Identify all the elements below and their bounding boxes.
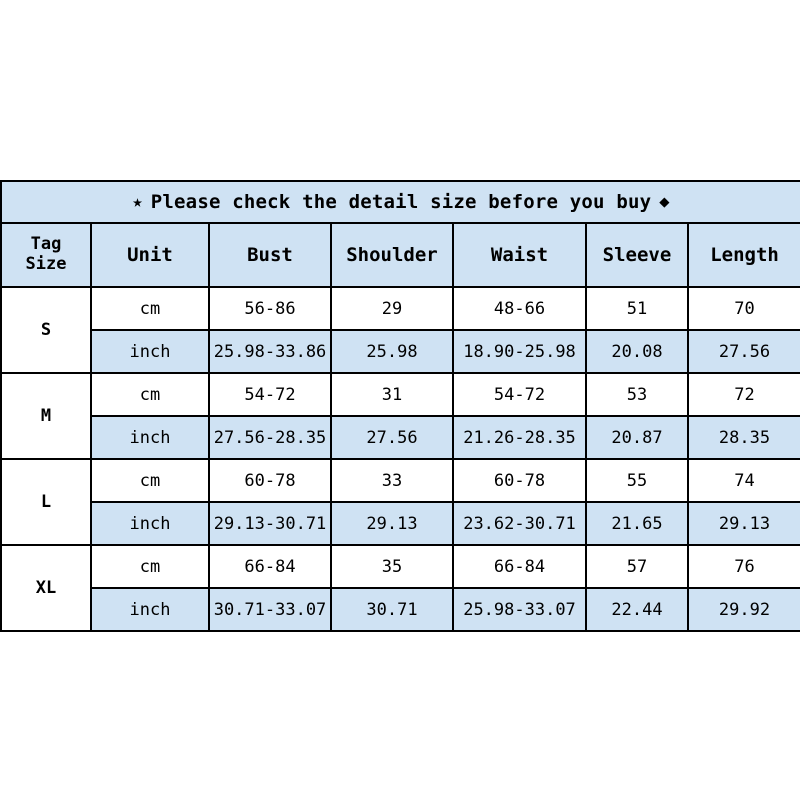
unit-inch: inch: [91, 502, 209, 545]
cell-waist-inch-m: 21.26-28.35: [453, 416, 586, 459]
cell-waist-cm-m: 54-72: [453, 373, 586, 416]
size-label-m: M: [1, 373, 91, 459]
table-row: [1, 416, 800, 459]
cell-length-inch-l: 29.13: [688, 502, 800, 545]
table-header-row: [1, 223, 800, 287]
cell-bust-cm-s: 56-86: [209, 287, 331, 330]
table-row: [1, 502, 800, 545]
cell-length-cm-l: 74: [688, 459, 800, 502]
unit-cm: cm: [91, 373, 209, 416]
header-waist: Waist: [453, 223, 586, 287]
cell-shoulder-inch-xl: 30.71: [331, 588, 453, 631]
banner-text: Please check the detail size before you buy: [150, 191, 652, 213]
unit-cm: cm: [91, 459, 209, 502]
cell-sleeve-inch-m: 20.87: [586, 416, 688, 459]
header-unit: Unit: [91, 223, 209, 287]
cell-length-cm-xl: 76: [688, 545, 800, 588]
cell-sleeve-inch-xl: 22.44: [586, 588, 688, 631]
size-label-s: S: [1, 287, 91, 373]
header-tag-size-line1: Tag: [30, 234, 62, 255]
cell-length-cm-m: 72: [688, 373, 800, 416]
header-tag-size: [1, 223, 91, 287]
cell-waist-cm-l: 60-78: [453, 459, 586, 502]
star-icon: ★: [132, 191, 143, 212]
size-chart-table: [0, 180, 800, 632]
table-row: [1, 373, 800, 416]
cell-waist-cm-s: 48-66: [453, 287, 586, 330]
unit-inch: inch: [91, 330, 209, 373]
cell-bust-inch-xl: 30.71-33.07: [209, 588, 331, 631]
cell-length-inch-s: 27.56: [688, 330, 800, 373]
cell-sleeve-cm-l: 55: [586, 459, 688, 502]
header-tag-size-line2: Size: [25, 254, 67, 274]
cell-shoulder-cm-s: 29: [331, 287, 453, 330]
banner-row: [1, 181, 800, 223]
unit-cm: cm: [91, 545, 209, 588]
size-label-l: L: [1, 459, 91, 545]
unit-inch: inch: [91, 416, 209, 459]
cell-shoulder-inch-l: 29.13: [331, 502, 453, 545]
table-row: [1, 588, 800, 631]
cell-shoulder-cm-xl: 35: [331, 545, 453, 588]
table-row: [1, 545, 800, 588]
unit-inch: inch: [91, 588, 209, 631]
cell-shoulder-inch-s: 25.98: [331, 330, 453, 373]
header-sleeve: Sleeve: [586, 223, 688, 287]
header-shoulder: Shoulder: [331, 223, 453, 287]
cell-length-cm-s: 70: [688, 287, 800, 330]
cell-waist-cm-xl: 66-84: [453, 545, 586, 588]
cell-bust-inch-m: 27.56-28.35: [209, 416, 331, 459]
unit-cm: cm: [91, 287, 209, 330]
cell-waist-inch-xl: 25.98-33.07: [453, 588, 586, 631]
cell-sleeve-inch-s: 20.08: [586, 330, 688, 373]
cell-length-inch-xl: 29.92: [688, 588, 800, 631]
cell-sleeve-cm-xl: 57: [586, 545, 688, 588]
cell-bust-inch-s: 25.98-33.86: [209, 330, 331, 373]
table-row: [1, 330, 800, 373]
header-bust: Bust: [209, 223, 331, 287]
cell-waist-inch-s: 18.90-25.98: [453, 330, 586, 373]
cell-shoulder-cm-l: 33: [331, 459, 453, 502]
table-row: [1, 287, 800, 330]
cell-bust-cm-xl: 66-84: [209, 545, 331, 588]
cell-shoulder-inch-m: 27.56: [331, 416, 453, 459]
cell-sleeve-inch-l: 21.65: [586, 502, 688, 545]
cell-bust-cm-l: 60-78: [209, 459, 331, 502]
size-label-xl: XL: [1, 545, 91, 631]
diamond-icon: ◆: [659, 191, 670, 212]
cell-length-inch-m: 28.35: [688, 416, 800, 459]
table-row: [1, 459, 800, 502]
cell-bust-inch-l: 29.13-30.71: [209, 502, 331, 545]
cell-bust-cm-m: 54-72: [209, 373, 331, 416]
cell-shoulder-cm-m: 31: [331, 373, 453, 416]
cell-sleeve-cm-m: 53: [586, 373, 688, 416]
header-length: Length: [688, 223, 800, 287]
banner-cell: [1, 181, 800, 223]
cell-sleeve-cm-s: 51: [586, 287, 688, 330]
cell-waist-inch-l: 23.62-30.71: [453, 502, 586, 545]
